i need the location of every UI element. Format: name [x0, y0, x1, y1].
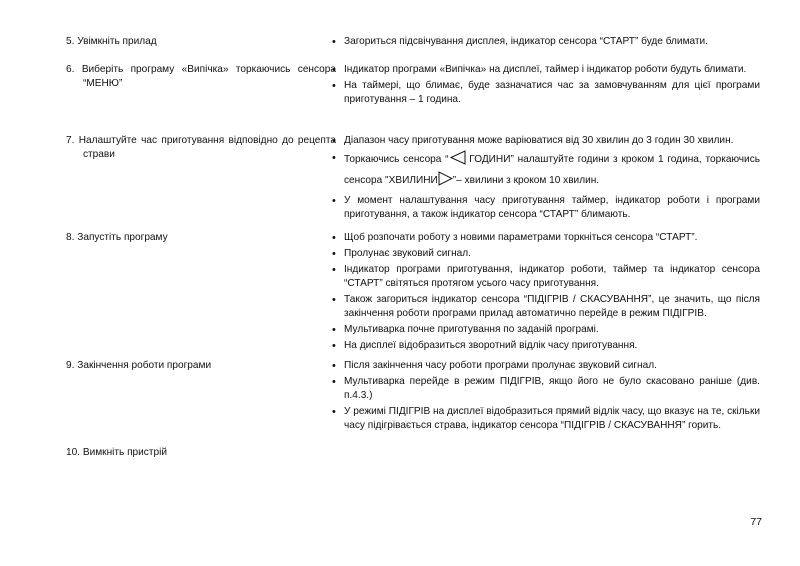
bullet-item: • Мультиварка почне приготування по заданій програмі.: [331, 323, 760, 337]
step-7: [66, 134, 336, 162]
page-number: 77: [750, 516, 762, 528]
step-title: Вимкніть пристрій: [82, 447, 167, 458]
step-8: [66, 231, 319, 245]
step-title: Виберіть програму «Випічка» торкаючись сенсора “МЕНЮ”: [81, 64, 337, 89]
bullet-item: • Щоб розпочати роботу з новими параметрами торкніться сенсора “СТАРТ”.: [331, 231, 760, 245]
bullet-text: Торкаючись сенсора “: [344, 154, 449, 165]
bullet-text: ГОДИНИ” налаштуйте години з кроком 1 година, торкаючись сенсора "ХВИЛИНИ: [344, 154, 760, 186]
step-number: 10.: [66, 447, 81, 458]
bullet-item: • Діапазон часу приготування може варіюватися від 30 хвилин до 3 годин 30 хвилин.: [331, 134, 760, 148]
step-9: [66, 359, 319, 373]
bullet-item: • Пролунає звуковий сигнал.: [331, 247, 760, 261]
step-8-bullets: [331, 231, 760, 355]
bullet-item: • Індикатор програми приготування, індикатор роботи, таймер та індикатор сенсора “СТАРТ” світяться протягом усього часу приготування.: [331, 263, 760, 291]
step-number: 5.: [66, 36, 75, 47]
step-title: Увімкніть прилад: [77, 36, 157, 47]
step-7-bullets: [331, 134, 760, 224]
bullet-item: • Індикатор програми «Випічка» на дисплеї, таймер і індикатор роботи будуть блимати.: [331, 63, 760, 77]
bullet-text: ”– хвилини з кроком 10 хвилин.: [452, 175, 600, 186]
bullet-item: • Після закінчення часу роботи програми пролунає звуковий сигнал.: [331, 359, 760, 373]
step-title: Запустіть програму: [77, 232, 168, 243]
step-number: 8.: [66, 232, 75, 243]
step-10: [66, 446, 319, 460]
step-9-bullets: [331, 359, 760, 435]
triangle-right-icon: [438, 171, 453, 192]
step-title: Закінчення роботи програми: [77, 360, 212, 371]
step-5-bullets: [331, 35, 760, 51]
step-6: [66, 63, 336, 91]
bullet-item: • Мультиварка перейде в режим ПІДІГРІВ, якщо його не було скасовано раніше (див. п.4.3.): [331, 375, 760, 403]
triangle-left-icon: [449, 150, 466, 171]
bullet-item: • На дисплеї відобразиться зворотний відлік часу приготування.: [331, 339, 760, 353]
bullet-item: • Також загориться індикатор сенсора “ПІДІГРІВ / СКАСУВАННЯ”, це значить, що після закінчення роботи програми прилад автоматично перейде в режим ПІДІГРІВ.: [331, 293, 760, 321]
bullet-item-with-icons: [331, 150, 760, 192]
step-number: 6.: [66, 64, 75, 75]
step-title: Налаштуйте час приготування відповідно до рецепта страви: [78, 135, 336, 160]
step-6-bullets: [331, 63, 760, 109]
step-number: 9.: [66, 360, 75, 371]
bullet-item: • У момент налаштування часу приготування таймер, індикатор роботи і програми приготування, а також індикатор сенсора “СТАРТ” блимають.: [331, 194, 760, 222]
step-number: 7.: [66, 135, 75, 146]
bullet-item: • На таймері, що блимає, буде зазначатися час за замовчуванням для цієї програми приготування – 1 година.: [331, 79, 760, 107]
bullet-item: • Загориться підсвічування дисплея, індикатор сенсора “СТАРТ” буде блимати.: [331, 35, 760, 49]
step-5: [66, 35, 319, 49]
bullet-item: • У режимі ПІДІГРІВ на дисплеї відобразиться прямий відлік часу, що вказує на те, скільки часу підігрівається страва, індикатор сенсора “ПІДІГРІВ / СКАСУВАННЯ” горить.: [331, 405, 760, 433]
